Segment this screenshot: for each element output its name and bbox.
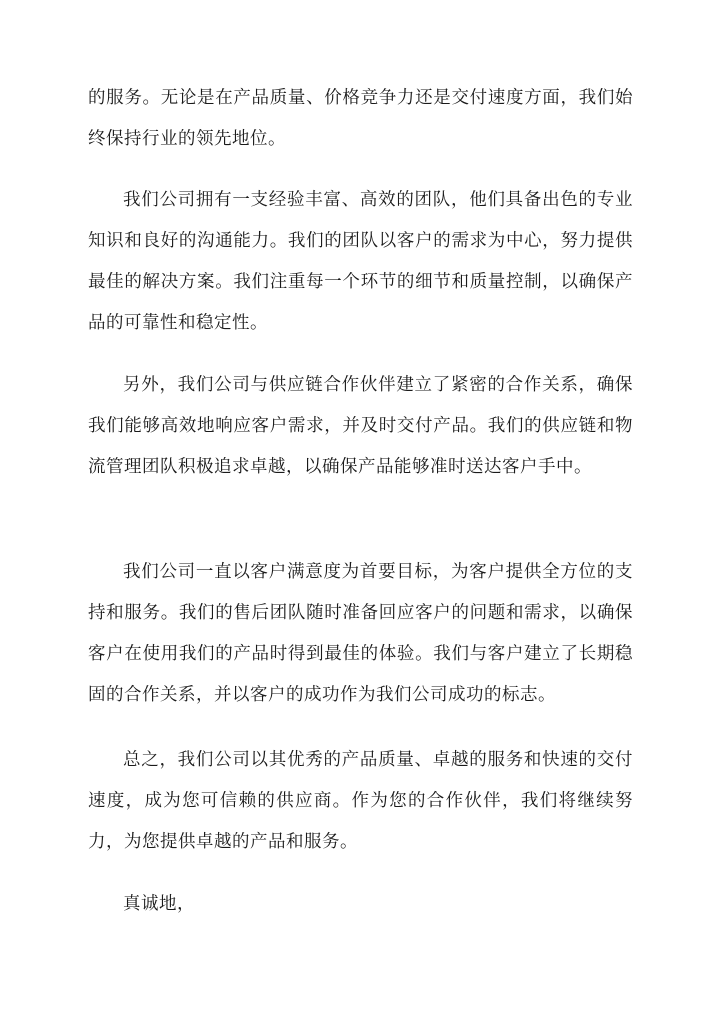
paragraph-team: 我们公司拥有一支经验丰富、高效的团队，他们具备出色的专业知识和良好的沟通能力。我们的团队以客户的需求为中心，努力提供最佳的解决方案。我们注重每一个环节的细节和质量控制，以确保产品的可靠性和稳定性。 <box>88 190 633 333</box>
paragraph-continuation: 的服务。无论是在产品质量、价格竞争力还是交付速度方面，我们始终保持行业的领先地位。 <box>88 88 633 149</box>
paragraph-supply-chain: 另外，我们公司与供应链合作伙伴建立了紧密的合作关系，确保我们能够高效地响应客户需求，并及时交付产品。我们的供应链和物流管理团队积极追求卓越，以确保产品能够准时送达客户手中。 <box>88 375 633 477</box>
paragraph-customer-satisfaction: 我们公司一直以客户满意度为首要目标，为客户提供全方位的支持和服务。我们的售后团队随时准备回应客户的问题和需求，以确保客户在使用我们的产品时得到最佳的体验。我们与客户建立了长期稳固的合作关系，并以客户的成功作为我们公司成功的标志。 <box>88 562 633 705</box>
paragraph-summary: 总之，我们公司以其优秀的产品质量、卓越的服务和快速的交付速度，成为您可信赖的供应商。作为您的合作伙伴，我们将继续努力，为您提供卓越的产品和服务。 <box>88 750 633 852</box>
closing-salutation: 真诚地， <box>123 894 195 914</box>
